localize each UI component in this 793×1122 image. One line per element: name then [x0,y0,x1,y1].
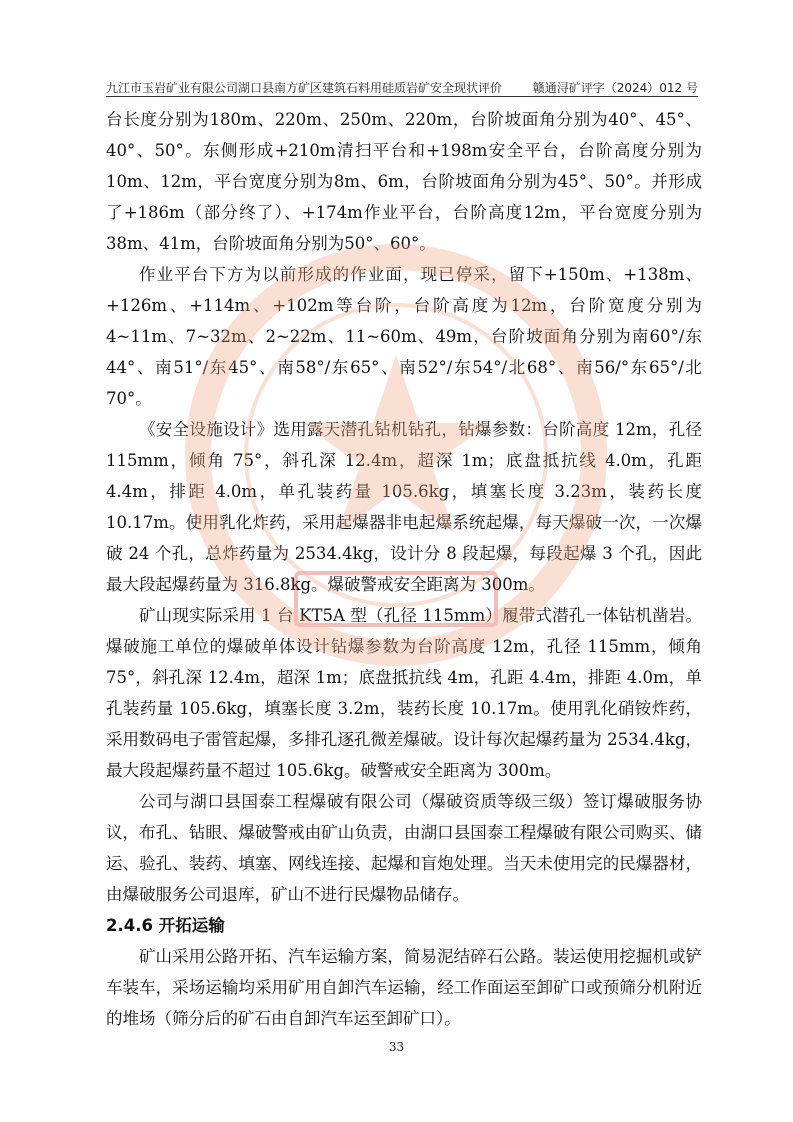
paragraph-blasting-service-agreement: 公司与湖口县国泰工程爆破有限公司（爆破资质等级三级）签订爆破服务协议，布孔、钻眼、爆破警戒由矿山负责，由湖口县国泰工程爆破有限公司购买、储运、验孔、装药、填塞、网线连接、起爆和盲炮处理。当天未使用完的民爆器材，由爆破服务公司退库，矿山不进行民爆物品储存。 [106,792,702,904]
paragraph-continued-bench-data: 台长度分别为180m、220m、250m、220m，台阶坡面角分别为40°、45°、40°、50°。东侧形成+210m清扫平台和+198m安全平台，台阶高度分别为10m、12m，平台宽度分别为8m、6m，台阶坡面角分别为45°、50°。并形成了+186m（部分终了）、+174m作业平台，台阶高度12m，平台宽度分别为38m、41m，台阶坡面角分别为50°、60°。 [106,110,702,253]
page-number: 33 [388,1040,405,1054]
paragraph-design-blasting-parameters: 《安全设施设计》选用露天潜孔钻机钻孔，钻爆参数：台阶高度 12m，孔径 115mm，倾角 75°，斜孔深 12.4m，超深 1m；底盘抵抗线 4.0m，孔距 4.4m，排距 4.0m，单孔装药量 105.6kg，填塞长度 3.23m，装药长度 10.17m。使用乳化炸药，采用起爆器非电起爆系统起爆，每天爆破一次，一次爆破 24 个孔，总炸药量为 2534.4kg，设计分 8 段起爆，每段起爆 3 个孔，因此最大段起爆药量为 316.8kg。爆破警戒安全距离为 300m。 [106,420,702,594]
page-body [106,104,702,1034]
document-title: 九江市玉岩矿业有限公司湖口县南方矿区建筑石料用硅质岩矿安全现状评价 [106,81,503,95]
paragraph-actual-blasting-parameters: 矿山现实际采用 1 台 KT5A 型（孔径 115mm）履带式潜孔一体钻机凿岩。爆破施工单位的爆破单体设计钻爆参数为台阶高度 12m，孔径 115mm，倾角 75°，斜孔深 12.4m，超深 1m；底盘抵抗线 4m，孔距 4.4m，排距 4.0m，单孔装药量 105.6kg，填塞长度 3.2m，装药长度 10.17m。使用乳化硝铵炸药，采用数码电子雷管起爆，多排孔逐孔微差爆破。设计每次起爆药量为 2534.4kg，最大段起爆药量不超过 105.6kg。破警戒安全距离为 300m。 [106,606,702,780]
section-heading: 2.4.6 开拓运输 [106,916,225,935]
header-divider [106,96,698,97]
paragraph-transport: 矿山采用公路开拓、汽车运输方案，简易泥结碎石公路。装运使用挖掘机或铲车装车，采场运输均采用矿用自卸汽车运输，经工作面运至卸矿口或预筛分机附近的堆场（筛分后的矿石由自卸汽车运至卸矿口）。 [106,947,702,1028]
document-code: 赣通浔矿评字（2024）012 号 [532,81,698,95]
paragraph-lower-benches: 作业平台下方为以前形成的作业面，现已停采，留下+150m、+138m、+126m、+114m、+102m等台阶，台阶高度为12m，台阶宽度分别为4~11m、7~32m、2~22m、11~60m、49m，台阶坡面角分别为南60°/东44°、南51°/东45°、南58°/东65°、南52°/东54°/北68°、南56/°东65°/北70°。 [106,265,702,408]
